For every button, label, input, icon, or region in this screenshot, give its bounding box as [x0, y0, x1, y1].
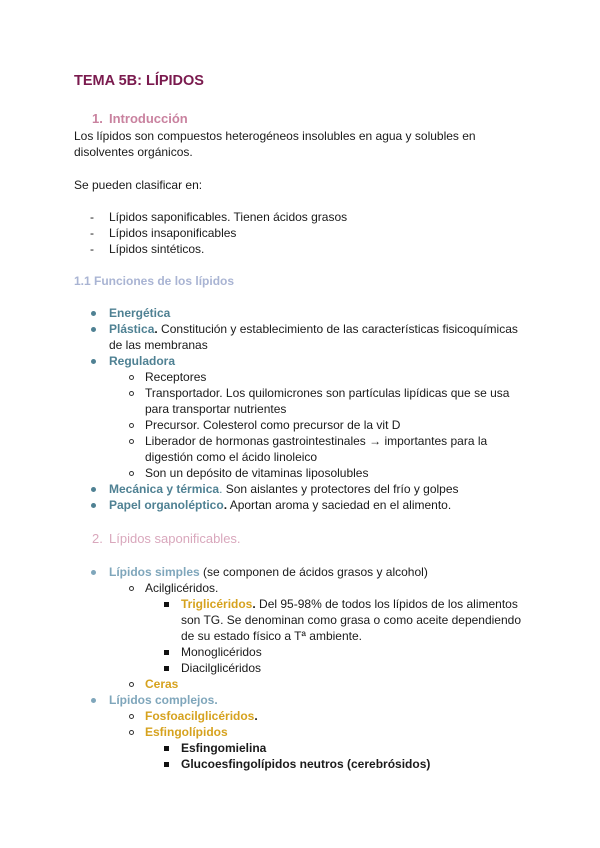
section-2-heading: Lípidos saponificables.: [109, 531, 241, 546]
function-papel: [109, 497, 451, 513]
square-bullet-icon: [164, 602, 169, 607]
glucoesfingolipidos: Glucoesfingolípidos neutros (cerebrósidos): [181, 757, 431, 771]
circle-bullet-icon: [129, 375, 134, 380]
circle-bullet-icon: [129, 586, 134, 591]
trigliceridos: [181, 596, 518, 612]
section-2-number: 2.: [92, 531, 103, 546]
page-title: TEMA 5B: LÍPIDOS: [74, 73, 204, 89]
fosfo-label: Fosfoacilglicéridos: [145, 709, 255, 723]
esfingolipidos: Esfingolípidos: [145, 725, 228, 739]
papel-label: Papel organoléptico: [109, 498, 224, 512]
plastica-label: Plástica: [109, 322, 155, 336]
square-bullet-icon: [164, 650, 169, 655]
trigliceridos-text-line-3: de su estado físico a Tª ambiente.: [181, 629, 362, 643]
sub-item: Liberador de hormonas gastrointestinales → importantes para la: [145, 434, 488, 448]
sub-item: Precursor. Colesterol como precursor de la vit D: [145, 418, 401, 432]
circle-bullet-icon: [129, 730, 134, 735]
trigliceridos-text: Del 95-98% de todos los lípidos de los alimentos: [255, 597, 518, 611]
circle-bullet-icon: [129, 471, 134, 476]
intro-text-line-1: Los lípidos son compuestos heterogéneos insolubles en agua y solubles en: [74, 129, 476, 143]
bullet-dot-icon: [91, 503, 96, 508]
circle-bullet-icon: [129, 439, 134, 444]
circle-bullet-icon: [129, 714, 134, 719]
function-plastica: [109, 321, 518, 337]
diacilgliceridos: Diacilglicéridos: [181, 661, 262, 675]
function-mecanica: [109, 481, 459, 497]
fosfo-dot: .: [254, 709, 258, 723]
papel-dot: .: [223, 498, 228, 512]
circle-bullet-icon: [129, 391, 134, 396]
square-bullet-icon: [164, 746, 169, 751]
section-1-number: 1.: [92, 111, 103, 126]
bullet-dot-icon: [91, 570, 96, 575]
bullet-dot-icon: [91, 359, 96, 364]
monogliceridos: Monoglicéridos: [181, 645, 262, 659]
circle-bullet-icon: [129, 423, 134, 428]
sub-item: Transportador. Los quilomicrones son partículas lipídicas que se usa: [145, 386, 510, 400]
dash-bullet: -: [90, 210, 94, 224]
acilgliceridos: Acilglicéridos.: [145, 581, 219, 595]
function-reguladora: Reguladora: [109, 354, 176, 368]
plastica-text-line-2: de las membranas: [109, 338, 208, 352]
sub-item: Son un depósito de vitaminas liposolubles: [145, 466, 369, 480]
trigliceridos-label: Triglicéridos: [181, 597, 253, 611]
bullet-dot-icon: [91, 327, 96, 332]
ceras: Ceras: [145, 677, 179, 691]
section-1-1-heading: 1.1 Funciones de los lípidos: [74, 274, 235, 288]
mecanica-label: Mecánica y térmica: [109, 482, 220, 496]
square-bullet-icon: [164, 762, 169, 767]
mecanica-dot: .: [219, 482, 223, 496]
lipidos-simples: [109, 564, 428, 580]
dash-bullet: -: [90, 226, 94, 240]
plastica-text: Constitución y establecimiento de las características fisicoquímicas: [157, 322, 518, 336]
list-item: Lípidos saponificables. Tienen ácidos grasos: [109, 210, 348, 224]
sub-item: Receptores: [145, 370, 207, 384]
bullet-dot-icon: [91, 311, 96, 316]
sub-item-continued: para transportar nutrientes: [145, 402, 287, 416]
bullet-dot-icon: [91, 487, 96, 492]
mecanica-text: Son aislantes y protectores del frío y golpes: [222, 482, 459, 496]
esfingomielina: Esfingomielina: [181, 741, 267, 755]
papel-text: Aportan aroma y saciedad en el alimento.: [227, 498, 452, 512]
simples-text: (se componen de ácidos grasos y alcohol): [199, 565, 428, 579]
square-bullet-icon: [164, 666, 169, 671]
section-1-heading: Introducción: [109, 111, 188, 126]
plastica-dot: .: [154, 322, 158, 336]
trigliceridos-dot: .: [252, 597, 256, 611]
dash-bullet: -: [90, 242, 94, 256]
function-energetica: Energética: [109, 306, 171, 320]
lipidos-complejos: Lípidos complejos.: [109, 693, 218, 707]
list-item: Lípidos insaponificables: [109, 226, 237, 240]
sub-item-continued: digestión como el ácido linoleico: [145, 450, 318, 464]
trigliceridos-text-line-2: son TG. Se denominan como grasa o como aceite dependiendo: [181, 613, 521, 627]
bullet-dot-icon: [91, 698, 96, 703]
intro-text-line-2: disolventes orgánicos.: [74, 145, 193, 159]
fosfoacilgliceridos: [145, 708, 258, 724]
simples-label: Lípidos simples: [109, 565, 200, 579]
classify-text: Se pueden clasificar en:: [74, 178, 203, 192]
circle-bullet-icon: [129, 682, 134, 687]
list-item: Lípidos sintéticos.: [109, 242, 205, 256]
